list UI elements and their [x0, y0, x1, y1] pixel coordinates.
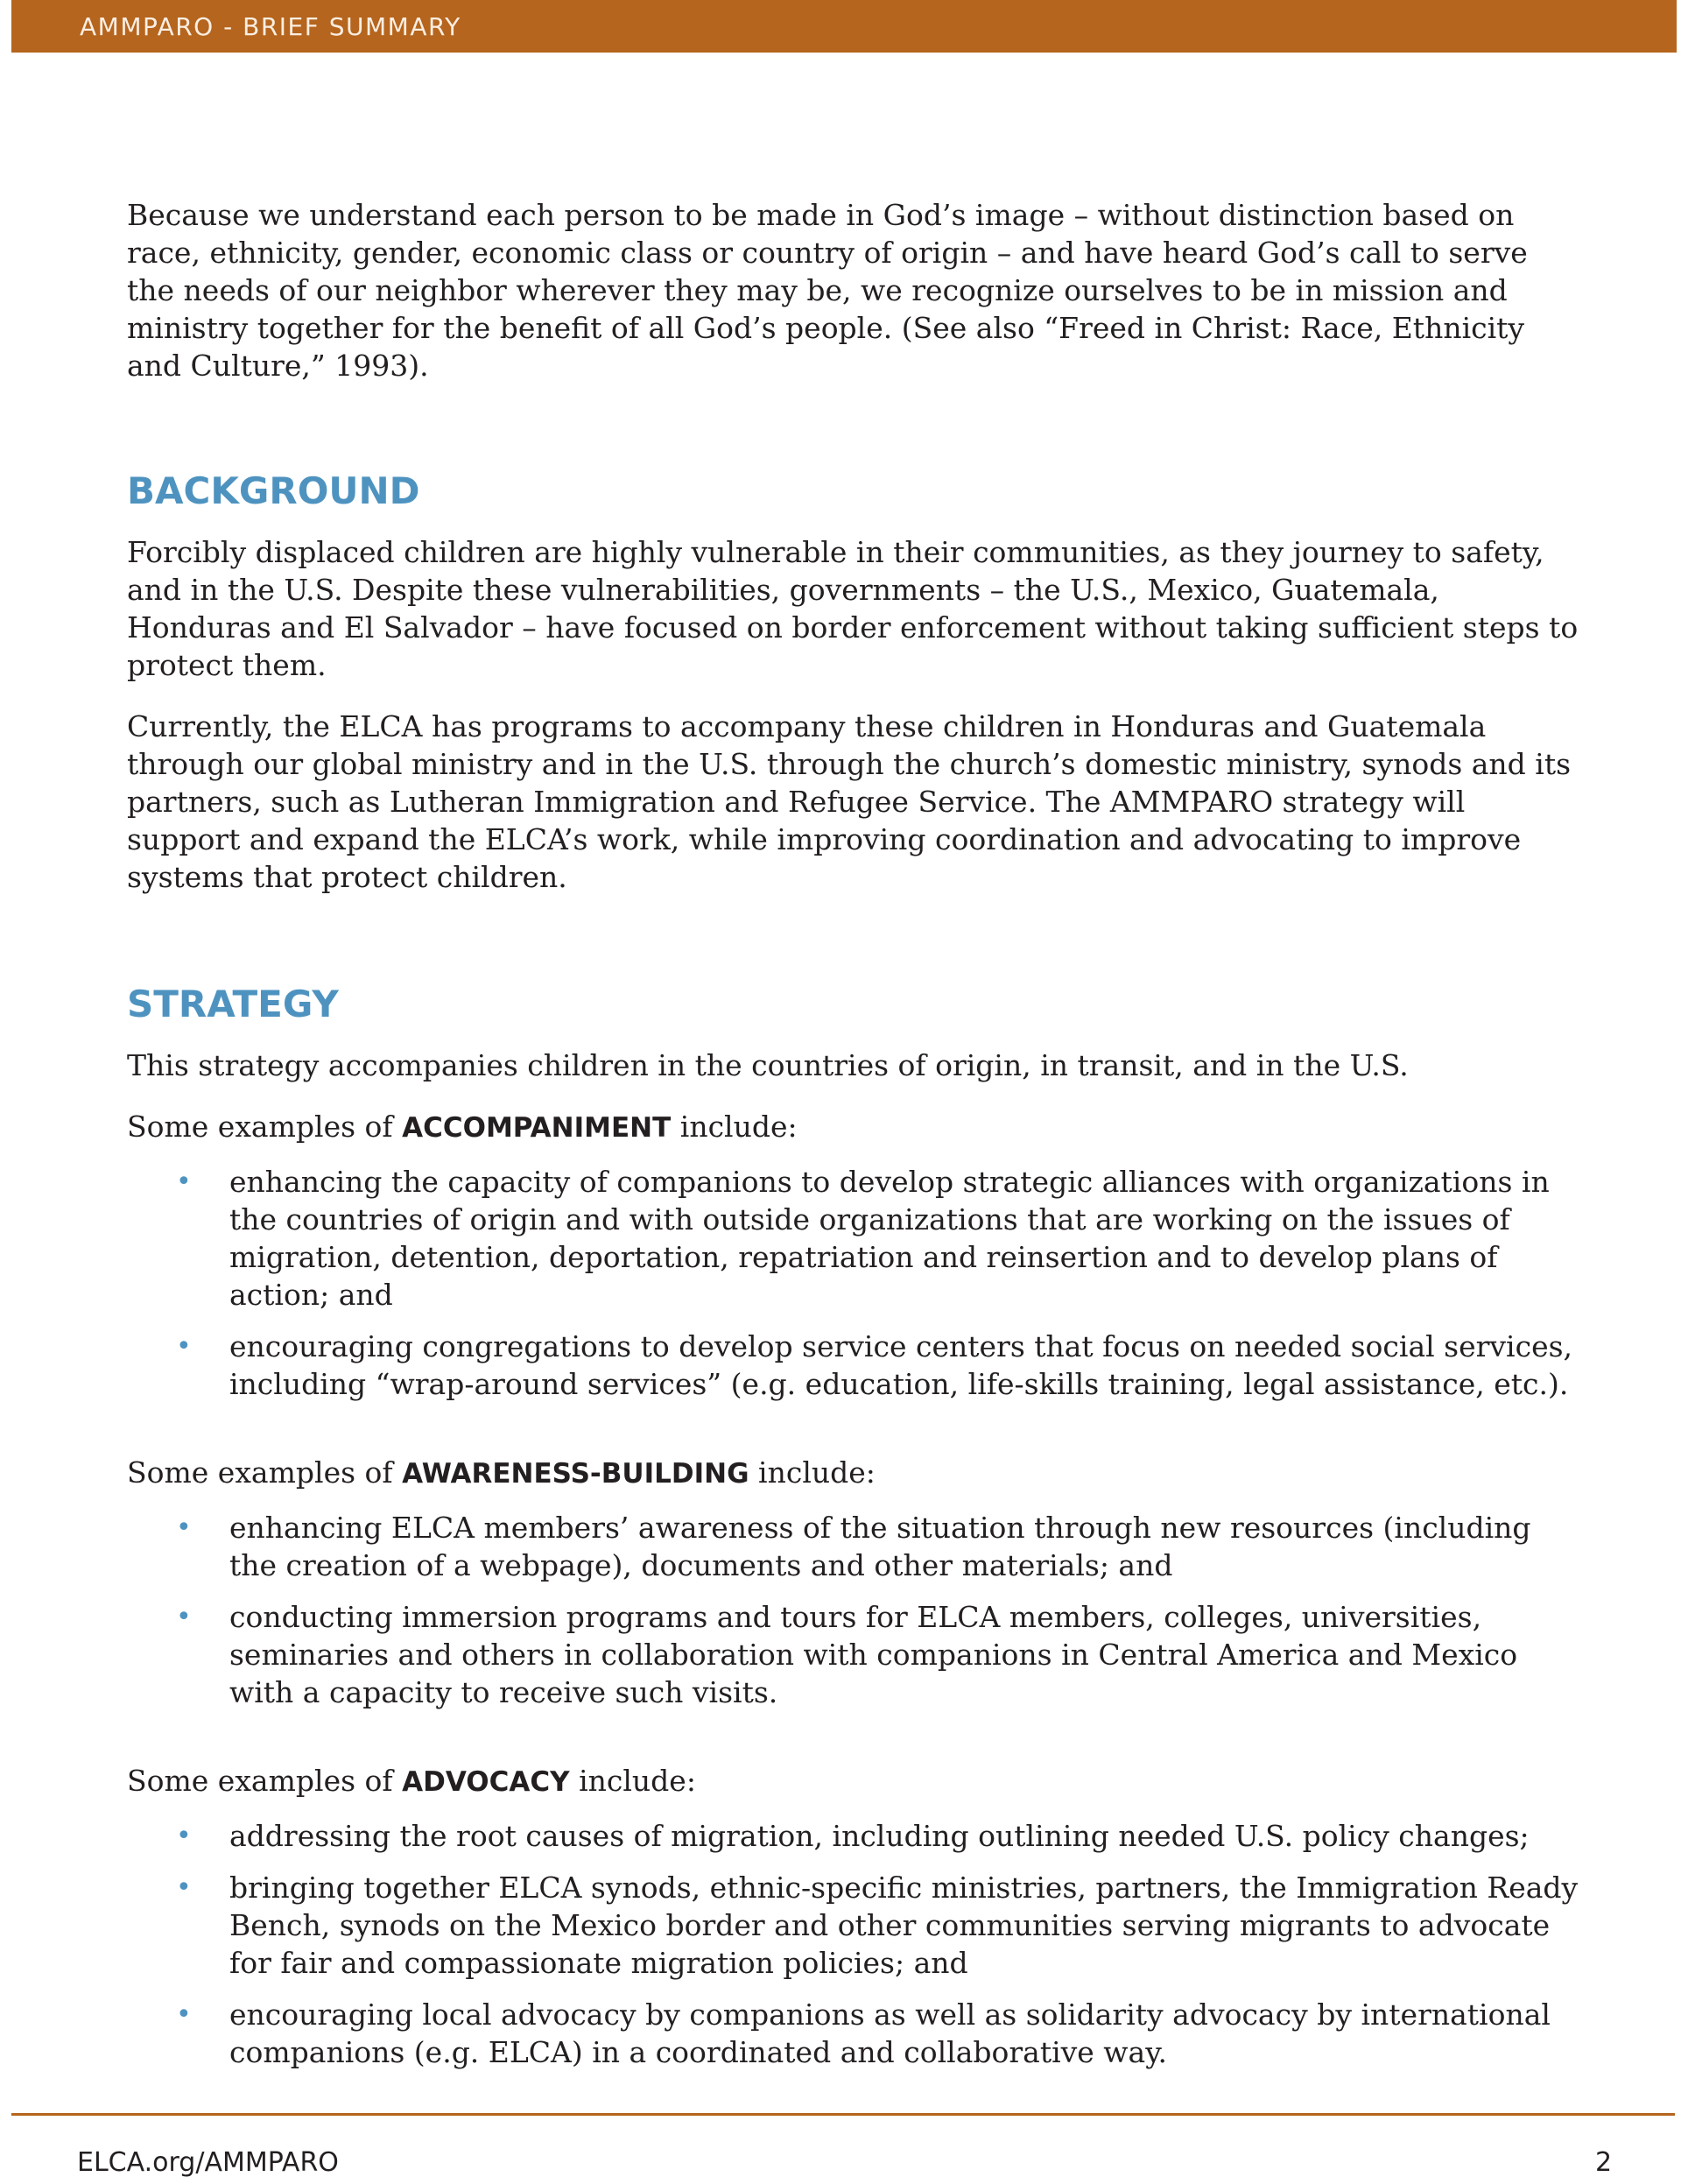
- list-item: [127, 1817, 1580, 1855]
- accompaniment-group: [127, 1108, 1580, 1403]
- page-number: 2: [1595, 2147, 1613, 2178]
- awareness-building-group: [127, 1454, 1580, 1711]
- advocacy-list: [127, 1817, 1580, 2071]
- accompaniment-list: [127, 1163, 1580, 1403]
- list-item-text: addressing the root causes of migration, including outlining needed U.S. policy changes;: [229, 1819, 1530, 1853]
- list-item: [127, 1996, 1580, 2071]
- list-item: [127, 1328, 1580, 1403]
- lead-suffix: include:: [579, 1764, 696, 1798]
- background-paragraph-2: Currently, the ELCA has programs to accompany these children in Honduras and Guatemala through our global ministry and in the U.S. through the church’s domestic ministry, synods and its partners, such as Lutheran Immigration and Refugee Service. The AMMPARO strategy will support and expand the ELCA’s work, while improving coordination and advocating to improve systems that protect children.: [127, 709, 1572, 894]
- list-item-text: bringing together ELCA synods, ethnic-specific ministries, partners, the Immigration Ready Bench, synods on the Mexico border and other communities serving migrants to advocate for fair and compassionate migration policies; and: [229, 1870, 1579, 1980]
- bullet-icon: •: [176, 1512, 192, 1543]
- lead-suffix: include:: [758, 1455, 876, 1490]
- list-item: [127, 1869, 1580, 1982]
- awareness-building-list: [127, 1509, 1580, 1711]
- strategy-intro: This strategy accompanies children in the countries of origin, in transit, and in the U.S.: [127, 1048, 1409, 1082]
- intro-paragraph: Because we understand each person to be made in God’s image – without distinction based on race, ethnicity, gender, economic class or country of origin – and have heard God’s call to serve the needs of our neighbor wherever they may be, we recognize ourselves to be in mission and ministry together for the benefit of all God’s people. (See also “Freed in Christ: Race, Ethnicity and Culture,” 1993).: [127, 198, 1528, 383]
- bullet-icon: •: [176, 1999, 192, 2030]
- bullet-icon: •: [176, 1872, 192, 1903]
- accompaniment-keyword: ACCOMPANIMENT: [402, 1112, 672, 1144]
- lead-prefix: Some examples of: [127, 1455, 393, 1490]
- accompaniment-lead: [127, 1108, 1580, 1147]
- advocacy-group: [127, 1762, 1580, 2071]
- list-item: [127, 1598, 1580, 1711]
- lead-suffix: include:: [679, 1110, 798, 1144]
- list-item-text: encouraging local advocacy by companions as well as solidarity advocacy by international companions (e.g. ELCA) in a coordinated and collaborative way.: [229, 1997, 1551, 2069]
- lead-prefix: Some examples of: [127, 1110, 393, 1144]
- list-item-text: enhancing ELCA members’ awareness of the situation through new resources (including the creation of a webpage), documents and other materials; and: [229, 1511, 1531, 1582]
- lead-prefix: Some examples of: [127, 1764, 393, 1798]
- advocacy-lead: [127, 1762, 1580, 1801]
- footer-url-link[interactable]: ELCA.org/AMMPARO: [77, 2147, 339, 2178]
- background-paragraph-1: Forcibly displaced children are highly vulnerable in their communities, as they journey to safety, and in the U.S. Despite these vulnerabilities, governments – the U.S., Mexico, Guatemala, Honduras and El Salvador – have focused on border enforcement without taking sufficient steps to protect them.: [127, 535, 1579, 682]
- document-title: AMMPARO - BRIEF SUMMARY: [80, 12, 461, 41]
- advocacy-keyword: ADVOCACY: [402, 1766, 570, 1798]
- list-item: [127, 1509, 1580, 1584]
- background-section: [127, 467, 1580, 896]
- list-item-text: conducting immersion programs and tours for ELCA members, colleges, universities, seminaries and others in collaboration with companions in Central America and Mexico with a capacity to receive such visits.: [229, 1600, 1518, 1709]
- footer-divider: [11, 2113, 1675, 2116]
- bullet-icon: •: [176, 1166, 192, 1197]
- list-item-text: encouraging congregations to develop service centers that focus on needed social services, including “wrap-around services” (e.g. education, life-skills training, legal assistance, etc.).: [229, 1329, 1573, 1401]
- strategy-heading: STRATEGY: [127, 983, 339, 1025]
- list-item-text: enhancing the capacity of companions to develop strategic alliances with organizations in the countries of origin and with outside organizations that are working on the issues of migration, detention, deportation, repatriation and reinsertion and to develop plans of action; and: [229, 1165, 1550, 1312]
- awareness-building-lead: [127, 1454, 1580, 1493]
- awareness-building-keyword: AWARENESS-BUILDING: [402, 1458, 749, 1490]
- background-heading: BACKGROUND: [127, 469, 420, 512]
- list-item: [127, 1163, 1580, 1314]
- bullet-icon: •: [176, 1602, 192, 1632]
- bullet-icon: •: [176, 1331, 192, 1362]
- bullet-icon: •: [176, 1821, 192, 1851]
- strategy-section: [127, 980, 1580, 2071]
- document-body: [127, 196, 1580, 2122]
- header-bar: [11, 0, 1677, 53]
